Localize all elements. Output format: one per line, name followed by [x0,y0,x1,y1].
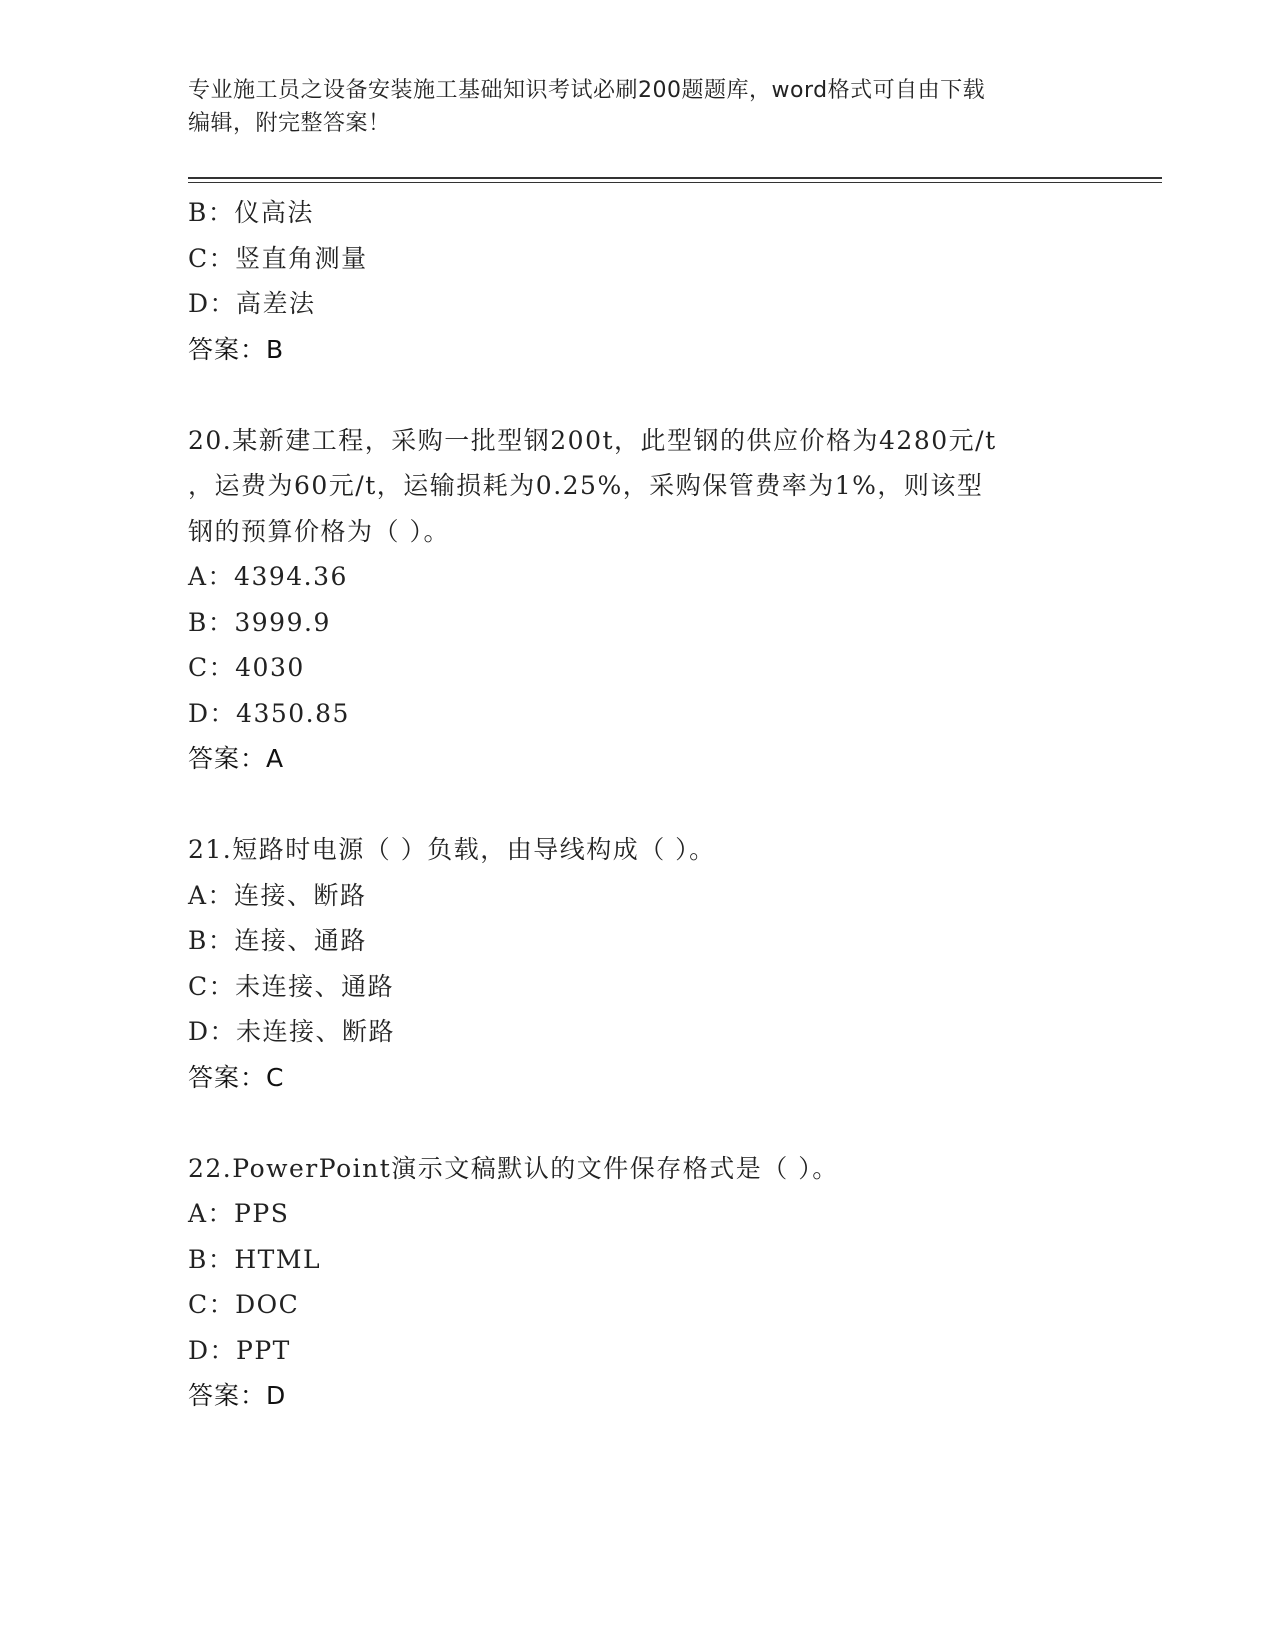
question-list [188,190,1088,1419]
spacer [188,372,1088,418]
option-a: A：连接、断路 [188,880,367,910]
option-c: C：4030 [188,653,305,682]
question-stem: 20.某新建工程，采购一批型钢200t，此型钢的供应价格为4280元/t [188,425,997,455]
option-b: B：3999.9 [188,607,331,637]
header-divider-thin [188,182,1162,183]
header-divider-thick [188,177,1162,179]
answer-line: 答案：A [188,744,285,773]
option-c: C：DOC [188,1290,300,1319]
question-stem: 22.PowerPoint演示文稿默认的文件保存格式是（ ）。 [188,1153,839,1183]
option-d: D：高差法 [188,289,316,318]
option-b: B：HTML [188,1244,322,1274]
option-b: B：仪高法 [188,198,314,227]
page-header [188,74,1068,140]
question-stem-continued: ，运费为60元/t，运输损耗为0.25%，采购保管费率为1%，则该型 [188,471,984,500]
spacer [188,1100,1088,1146]
answer-line: 答案：C [188,1062,285,1092]
option-a: A：4394.36 [188,562,348,591]
option-c: C：未连接、通路 [188,971,395,1001]
answer-line: 答案：B [188,334,285,364]
question-stem: 21.短路时电源（ ）负载，由导线构成（ ）。 [188,835,716,864]
option-d: D：4350.85 [188,698,350,728]
header-line-2: 编辑，附完整答案！ [188,111,391,136]
question-21 [188,827,1088,1100]
header-line-1: 专业施工员之设备安装施工基础知识考试必刷200题题库，word格式可自由下载 [188,78,986,103]
spacer [188,782,1088,828]
question-22 [188,1146,1088,1419]
question-stem-continued: 钢的预算价格为（ ）。 [188,516,450,546]
option-d: D：PPT [188,1335,291,1365]
question-20 [188,418,1088,782]
answer-line: 答案：D [188,1381,287,1410]
question-19 [188,190,1088,372]
option-b: B：连接、通路 [188,926,367,955]
option-c: C：竖直角测量 [188,243,368,273]
option-d: D：未连接、断路 [188,1017,396,1046]
option-a: A：PPS [188,1199,290,1228]
